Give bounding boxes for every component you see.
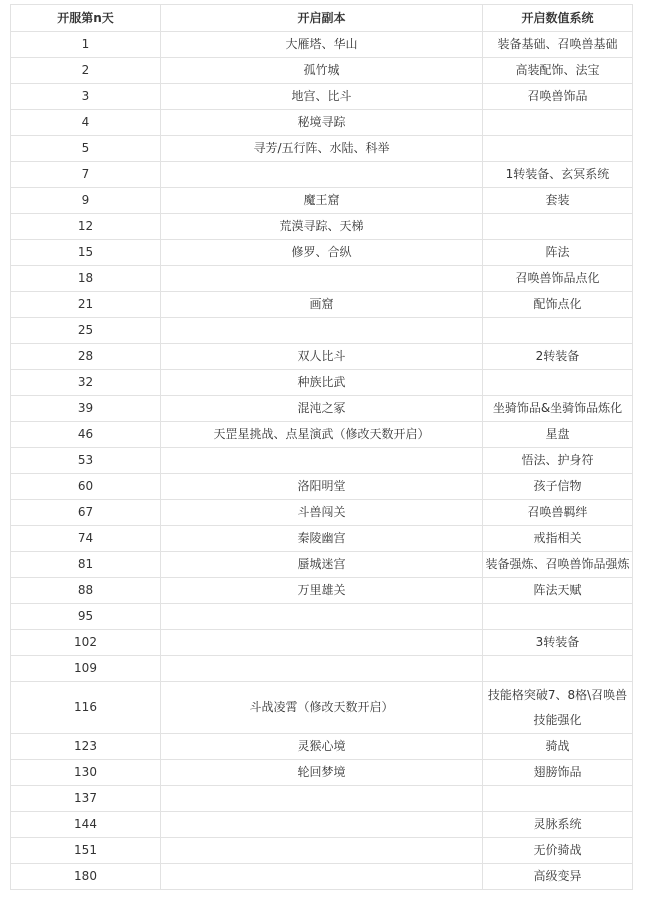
cell-day: 60 <box>11 474 161 500</box>
cell-system: 阵法 <box>483 240 633 266</box>
cell-system: 悟法、护身符 <box>483 448 633 474</box>
cell-day: 3 <box>11 84 161 110</box>
cell-dungeon: 魔王窟 <box>161 188 483 214</box>
cell-dungeon: 天罡星挑战、点星演武（修改天数开启） <box>161 422 483 448</box>
cell-day: 74 <box>11 526 161 552</box>
cell-dungeon: 混沌之冢 <box>161 396 483 422</box>
cell-dungeon: 秦陵幽宫 <box>161 526 483 552</box>
cell-system <box>483 656 633 682</box>
cell-day: 39 <box>11 396 161 422</box>
table-row <box>11 500 633 526</box>
cell-system <box>483 370 633 396</box>
cell-dungeon <box>161 838 483 864</box>
table-row <box>11 682 633 734</box>
cell-day: 32 <box>11 370 161 396</box>
cell-dungeon: 双人比斗 <box>161 344 483 370</box>
cell-dungeon <box>161 630 483 656</box>
cell-dungeon <box>161 318 483 344</box>
unlock-schedule-table <box>10 4 633 890</box>
cell-system: 装备强炼、召唤兽饰品强炼 <box>483 552 633 578</box>
cell-system: 召唤兽羁绊 <box>483 500 633 526</box>
table-row <box>11 214 633 240</box>
cell-system: 翅膀饰品 <box>483 760 633 786</box>
table-row <box>11 292 633 318</box>
table-row <box>11 58 633 84</box>
table-row <box>11 188 633 214</box>
table-row <box>11 604 633 630</box>
cell-system: 戒指相关 <box>483 526 633 552</box>
cell-system: 骑战 <box>483 734 633 760</box>
cell-system: 装备基础、召唤兽基础 <box>483 32 633 58</box>
cell-dungeon <box>161 786 483 812</box>
cell-system: 星盘 <box>483 422 633 448</box>
cell-dungeon: 大雁塔、华山 <box>161 32 483 58</box>
cell-day: 102 <box>11 630 161 656</box>
cell-system: 灵脉系统 <box>483 812 633 838</box>
cell-day: 95 <box>11 604 161 630</box>
cell-dungeon: 修罗、合纵 <box>161 240 483 266</box>
cell-day: 7 <box>11 162 161 188</box>
table-row <box>11 110 633 136</box>
cell-day: 67 <box>11 500 161 526</box>
cell-day: 18 <box>11 266 161 292</box>
unlock-schedule-table-container <box>10 4 632 890</box>
cell-dungeon <box>161 812 483 838</box>
cell-system: 2转装备 <box>483 344 633 370</box>
cell-dungeon: 孤竹城 <box>161 58 483 84</box>
table-row <box>11 474 633 500</box>
cell-dungeon: 画窟 <box>161 292 483 318</box>
cell-dungeon: 秘境寻踪 <box>161 110 483 136</box>
header-dungeon: 开启副本 <box>161 5 483 32</box>
table-row <box>11 370 633 396</box>
cell-dungeon: 斗兽闯关 <box>161 500 483 526</box>
cell-dungeon: 洛阳明堂 <box>161 474 483 500</box>
table-row <box>11 630 633 656</box>
table-row <box>11 84 633 110</box>
table-row <box>11 552 633 578</box>
cell-dungeon <box>161 266 483 292</box>
cell-system <box>483 604 633 630</box>
table-row <box>11 734 633 760</box>
cell-system-line: 技能格突破7、8格\召唤兽 <box>487 687 628 702</box>
table-row <box>11 344 633 370</box>
cell-dungeon <box>161 448 483 474</box>
table-row <box>11 656 633 682</box>
cell-day: 1 <box>11 32 161 58</box>
cell-day: 25 <box>11 318 161 344</box>
cell-dungeon: 万里雄关 <box>161 578 483 604</box>
cell-day: 130 <box>11 760 161 786</box>
cell-dungeon: 轮回梦境 <box>161 760 483 786</box>
cell-day: 81 <box>11 552 161 578</box>
cell-day: 4 <box>11 110 161 136</box>
cell-dungeon <box>161 864 483 890</box>
cell-day: 88 <box>11 578 161 604</box>
cell-dungeon: 种族比武 <box>161 370 483 396</box>
cell-dungeon <box>161 604 483 630</box>
table-row <box>11 786 633 812</box>
cell-dungeon: 寻芳/五行阵、水陆、科举 <box>161 136 483 162</box>
table-row <box>11 760 633 786</box>
table-row <box>11 526 633 552</box>
table-row <box>11 448 633 474</box>
cell-day: 21 <box>11 292 161 318</box>
cell-system: 套装 <box>483 188 633 214</box>
cell-system: 配饰点化 <box>483 292 633 318</box>
cell-day: 5 <box>11 136 161 162</box>
cell-day: 123 <box>11 734 161 760</box>
table-row <box>11 578 633 604</box>
cell-day: 109 <box>11 656 161 682</box>
cell-day: 15 <box>11 240 161 266</box>
cell-dungeon <box>161 162 483 188</box>
cell-system: 召唤兽饰品 <box>483 84 633 110</box>
header-day: 开服第n天 <box>11 5 161 32</box>
cell-dungeon: 荒漠寻踪、天梯 <box>161 214 483 240</box>
cell-system <box>483 682 633 734</box>
cell-dungeon: 灵猴心境 <box>161 734 483 760</box>
table-row <box>11 318 633 344</box>
cell-day: 28 <box>11 344 161 370</box>
cell-system-line: 技能强化 <box>533 712 582 727</box>
cell-day: 12 <box>11 214 161 240</box>
cell-system: 阵法天赋 <box>483 578 633 604</box>
cell-system: 无价骑战 <box>483 838 633 864</box>
cell-system: 高级变异 <box>483 864 633 890</box>
cell-dungeon <box>161 656 483 682</box>
table-row <box>11 32 633 58</box>
cell-system <box>483 318 633 344</box>
cell-system: 1转装备、玄冥系统 <box>483 162 633 188</box>
cell-day: 46 <box>11 422 161 448</box>
cell-system: 高装配饰、法宝 <box>483 58 633 84</box>
header-system: 开启数值系统 <box>483 5 633 32</box>
table-row <box>11 396 633 422</box>
cell-day: 116 <box>11 682 161 734</box>
cell-system <box>483 110 633 136</box>
cell-system: 3转装备 <box>483 630 633 656</box>
cell-system <box>483 214 633 240</box>
cell-system: 孩子信物 <box>483 474 633 500</box>
cell-day: 9 <box>11 188 161 214</box>
table-row <box>11 136 633 162</box>
table-header-row <box>11 5 633 32</box>
cell-day: 180 <box>11 864 161 890</box>
cell-system: 坐骑饰品&坐骑饰品炼化 <box>483 396 633 422</box>
table-row <box>11 162 633 188</box>
cell-day: 2 <box>11 58 161 84</box>
cell-day: 137 <box>11 786 161 812</box>
cell-dungeon: 斗战凌霄（修改天数开启） <box>161 682 483 734</box>
table-row <box>11 864 633 890</box>
cell-system: 召唤兽饰品点化 <box>483 266 633 292</box>
cell-day: 53 <box>11 448 161 474</box>
table-row <box>11 422 633 448</box>
cell-dungeon: 地宫、比斗 <box>161 84 483 110</box>
cell-dungeon: 蜃城迷宫 <box>161 552 483 578</box>
table-row <box>11 266 633 292</box>
cell-system <box>483 136 633 162</box>
table-row <box>11 240 633 266</box>
cell-day: 151 <box>11 838 161 864</box>
table-row <box>11 812 633 838</box>
cell-day: 144 <box>11 812 161 838</box>
table-body <box>11 32 633 890</box>
table-row <box>11 838 633 864</box>
cell-system <box>483 786 633 812</box>
